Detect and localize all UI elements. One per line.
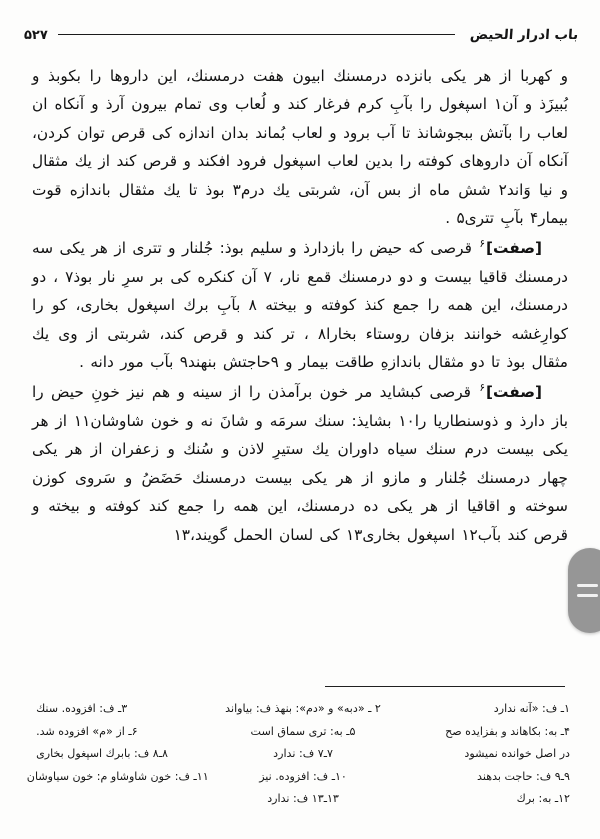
- footnote-entry: ۱ـ ف: «آنه ندارد: [493, 702, 570, 715]
- footnote-entry: [26, 788, 209, 811]
- footnote-row: [26, 743, 574, 766]
- paragraph-2-lead-label: [صفت]: [486, 239, 542, 258]
- footnote-entry: ۳ـ ف: افزوده. سنك: [36, 702, 128, 715]
- footnote-row: [26, 766, 574, 789]
- running-header: [24, 22, 578, 48]
- drag-handle-line-icon: [577, 594, 598, 597]
- paragraph-3-lead-label: [صفت]: [486, 383, 542, 402]
- footnote-apparatus: [26, 698, 574, 811]
- footnote-entry: ۷ـ۷ ف: ندارد: [273, 747, 333, 761]
- footnote-row: [26, 698, 574, 721]
- paragraph-2: [32, 234, 568, 376]
- footnote-entry: ۱۲ـ به: برك: [516, 792, 570, 806]
- paragraph-3-lead-footnote-marker: ۶: [479, 382, 486, 395]
- footnote-entry: ۹ـ۹ ف: حاجت بدهند: [477, 769, 570, 783]
- footnote-entry: ۵ـ به: تری سماق است: [250, 724, 356, 738]
- footnote-entry: ۱۱ـ ف: خون شاوشاو م: خون سیاوشان: [26, 769, 209, 783]
- footnote-entry: ۲ ـ «دبه» و «دم»: بنهذ ف: بیاواند: [225, 702, 381, 715]
- paragraph-1-text: و کهربا از هر یکی بانزده درمسنك ابیون هفت درمسنك، این داروها را بکوبذ و بُبیزَذ و آن۱ اسپغول را بآبِ کرم فرغار کند و لُعاب وی تمام بیرون آرذ و آنکاه ان لعاب را بآتش ببجوشانذ تا آب برود و لعاب بُماند بدان اندازه کی قرص توان کردن، آنکاه آن داروهای کوفته را بدین لعاب اسپغول فرود افکند و قرص کند از یك مثقال و نیا وَاند۲ شش ماه از بس آن، شربتی یك درم۳ بوذ تا یك مثقال باندازه قوت بیمار۴ بآبِ تتری۵ .: [32, 67, 569, 228]
- footnote-entry: ۴ـ به: بكاهاند و بفزایده صح: [445, 724, 570, 738]
- paragraph-2-lead-footnote-marker: ۶: [479, 238, 486, 251]
- paragraph-2-text: قرصی که حیض را بازدارذ و سلیم بوذ: جُلنار و تتری از هر یکی سه درمسنك قاقیا بیست و دو درمسنك قمع نار، ۷ آن کنکره کی بر سرِ نار بوذ۷ ، دو درمسنك، این همه را جمع کنذ کوفته و بیخته ۸ بآبِ برك اسپغول بخاری، کو را کوارِغشه خوانند بزفان روستاء بخارا۸ ، تر کند و قرص کند، شربتی از وی یك مثقال بوذ تا دو مثقال باندازهِ طاقت بیمار و ۹حاجتش بنهند۹ بآب مور دانه .: [32, 239, 568, 372]
- page-number: ۵۲۷: [24, 27, 48, 43]
- footnote-entry: ۱۰ـ ف: افزوده. نیز: [259, 769, 347, 783]
- footnote-separator-rule: [325, 686, 565, 687]
- header-chapter-title: باب ادرار الحیض: [469, 27, 579, 43]
- drag-handle-line-icon: [577, 584, 598, 587]
- paragraph-3-text: قرصی کبشاید مر خون برآمذن را از سینه و هم نیز خونِ حیض را باز دارذ و ذوسنطاریا را۱۰ بشایذ: سنك سرمَه و شانَ نه و خون شاوشان۱۱ از هر یکی بیست درم سنك سیاه داوران یك ستیرِ لاذن و سُنك و زعفران از هر یکی چهار درمسنك جُلنار و مازو از هر یکی بیست درمسنك حَضَضُ و سَروی کوزن سوخته و اقاقیا از هر یکی ده درمسنك، این همه را جمع کند کوفته و بیخته و قرص کند بآب۱۲ اسپغول بخاری۱۳ کی لسان الحمل گویند،۱۳: [32, 383, 569, 544]
- footnote-entry: ۸ـ۸ ف: بابرك اسپغول بخاری: [36, 747, 168, 761]
- footnote-entry: در اصل خوانده نمیشود: [464, 747, 570, 761]
- footnote-row: [26, 721, 574, 744]
- header-divider-rule: [58, 34, 455, 35]
- paragraph-3: [32, 378, 568, 548]
- body-text-column: [32, 62, 568, 551]
- drag-handle[interactable]: [568, 548, 600, 633]
- footnote-row: [26, 788, 574, 811]
- paragraph-1: [32, 62, 568, 232]
- footnote-entry: ۶ـ از «م» افزوده شد.: [36, 724, 138, 738]
- footnote-entry: ۱۳ـ۱۳ ف: ندارد: [267, 792, 339, 806]
